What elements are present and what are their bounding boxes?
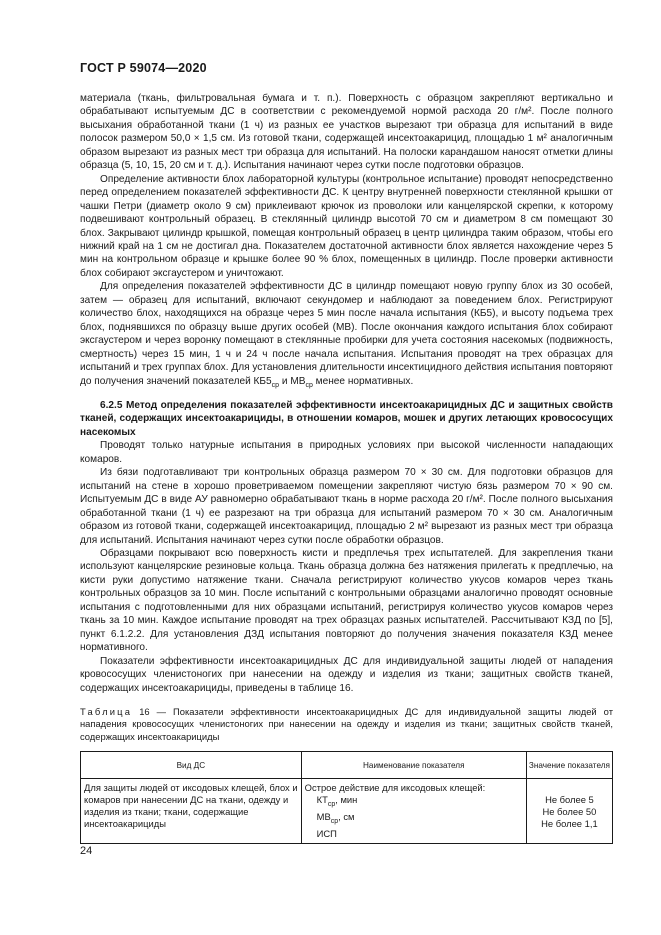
indicator-title: Острое действие для иксодовых клещей: [304, 782, 486, 793]
indicator-kt-unit: , мин [335, 794, 358, 805]
page-number: 24 [80, 845, 93, 857]
subscript: ср [271, 381, 280, 389]
indicators-table [80, 751, 613, 844]
subscript: ср [305, 381, 313, 389]
indicator-kt-label: КТ [316, 794, 328, 805]
paragraph-7: Показатели эффективности инсектоакарицидных ДС для индивидуальной защиты людей от нападения кровососущих членистоногих при нанесении на одежду и изделия из ткани; защитных свойств тканей, содержащих инсектоакарициды, приведены в таблице 16. [80, 655, 613, 694]
indicator-mv [305, 811, 523, 828]
table-header-indicator: Наименование показателя [301, 752, 526, 779]
table-header-value: Значение показателя [526, 752, 612, 779]
indicator-mv-label: МВ [316, 810, 331, 822]
table-cell-value [526, 779, 612, 844]
value-3: Не более 1,1 [541, 818, 598, 829]
paragraph-3 [80, 280, 613, 392]
paragraph-5: Из бязи подготавливают три контрольных образца размером 70 × 30 см. Для подготовки образцов для испытаний на стене в хорошо проветриваемом помещении закрепляют чистую бязь размером 70 × 90 см. Испытуемым ДС в виде АУ равномерно обрабатывают ткань в норме расхода 20 г/м². После полного высыхания обработанной ткани (1 ч) ее разрезают на три образца для испытаний размером 70 × 30 см. Аналогичным образом из готовой ткани, содержащей инсектоакарицид, площадью 2 м² вырезают из разных мест три образца для испытаний. Испытания начинают через сутки после обработки образцов. [80, 467, 613, 546]
table-header-kind: Вид ДС [81, 752, 302, 779]
subscript: ср [330, 817, 339, 825]
paragraph-6: Образцами покрывают всю поверхность кисти и предплечья трех испытателей. Для закрепления ткани используют канцелярские резиновые кольца. Ткань образца должна без натяжения прилегать к предплечью, на кисти руки допустимо натяжение ткани. Сначала регистрируют количество укусов комаров через ткань контрольных образцов за 10 мин. После испытаний с контрольными образцами аналогично проводят основные испытания с подготовленными для них образцами испытаний, регистрируя количество укусов комаров через ткань за 10 мин. Каждое испытание проводят на трех образцах разных испытателей. Рассчитывают КЗД по [5], пункт 6.1.2.2. Для установления ДЗД испытания повторяют до получения значения показателя КЗД менее нормативного. [80, 547, 613, 654]
paragraph-3-text: Для определения показателей эффективности ДС в цилиндр помещают новую группу блох из 30 особей, затем — образец для испытаний, включают секундомер и наблюдают за поведением блох. Регистрируют количество блох, находящихся на образце через 5 мин после начала испытания (КБ5), и высоту подъема трех блох, поднявшихся по образцу выше других особей (МВ). После окончания каждого испытания блох собирают эксгаустером и через воронку помещают в стеклянные пробирки для учета состояния насекомых (подвижность, смертность) через 15 мин, 1 ч и 24 ч после начала испытания. Испытания проводят на трех образцах для испытаний и трех группах блох. Для установления длительности инсектицидного действия испытания повторяют до получения значений показателей КБ5 [80, 281, 613, 387]
table-cell-kind: Для защиты людей от иксодовых клещей, блох и комаров при нанесении ДС на ткани, одежду и изделия из ткани; ткани, содержащие инсектоакарициды [81, 779, 302, 844]
indicator-kt [305, 794, 523, 811]
table-caption-text: 16 — Показатели эффективности инсектоакарицидных ДС для индивидуальной защиты людей от нападения кровососущих членистоногих при нанесении на одежду и изделия из ткани; защитных свойств тканей, содержащих инсектоакарициды [80, 706, 613, 742]
document-code-header: ГОСТ Р 59074—2020 [80, 61, 207, 75]
subscript: ср [327, 800, 336, 808]
table-caption [80, 706, 613, 743]
table-cell-indicator [301, 779, 526, 844]
main-text [80, 92, 613, 695]
table-row [81, 779, 613, 844]
value-1: Не более 5 [545, 794, 594, 805]
indicator-mv-unit: , см [338, 810, 355, 822]
paragraph-1: материала (ткань, фильтровальная бумага и т. п.). Поверхность с образцом закрепляют вертикально и обрабатывают испытуемым ДС в соответствии с рекомендуемой нормой расхода 20 г/м². После полного высыхания обработанной ткани (1 ч) из разных ее участков вырезают три образца для испытаний в виде полосок размером 50,0 × 1,5 см. Из готовой ткани, содержащей инсектоакарицид, площадью 1 м² аналогичным образом вырезают из разных мест три образца для испытаний. На полоски карандашом наносят отметки длины образца (5, 10, 15, 20 см и т. д.). Испытания начинают через сутки после подготовки образцов. [80, 93, 613, 172]
paragraph-4: Проводят только натурные испытания в природных условиях при высокой численности нападающих комаров. [80, 440, 613, 465]
paragraph-3-end: менее нормативных. [312, 375, 414, 387]
table-header-row [81, 752, 613, 779]
value-2: Не более 50 [542, 806, 597, 817]
table-caption-label: Таблица [80, 706, 133, 717]
indicator-isp: ИСП [316, 827, 337, 839]
section-heading: 6.2.5 Метод определения показателей эффективности инсектоакарицидных ДС и защитных свойств тканей, содержащих инсектоакарициды, в отношении комаров, мошек и других летающих кровососущих насекомых [80, 399, 613, 438]
paragraph-3-mid: и МВ [279, 375, 306, 387]
paragraph-2: Определение активности блох лабораторной культуры (контрольное испытание) проводят непосредственно перед определением показателей эффективности ДС. К центру внутренней поверхности стеклянной крышки от чашки Петри (диаметр около 9 см) приклеивают крючок из проволоки или канцелярской скрепки, к которому подвешивают контрольный образец. В стеклянный цилиндр высотой 70 см и диаметром 8 см помещают 30 блох. Закрывают цилиндр крышкой, помещая контрольный образец в центр цилиндра таким образом, чтобы его нижний край на 1 см не достигал дна. Показателем достаточной активности блох является нахождение через 5 мин на контрольном образце и крышке более 90 % блох, помещенных в цилиндр. После проверки активности блох собирают эксгаустером и уничтожают. [80, 173, 613, 279]
